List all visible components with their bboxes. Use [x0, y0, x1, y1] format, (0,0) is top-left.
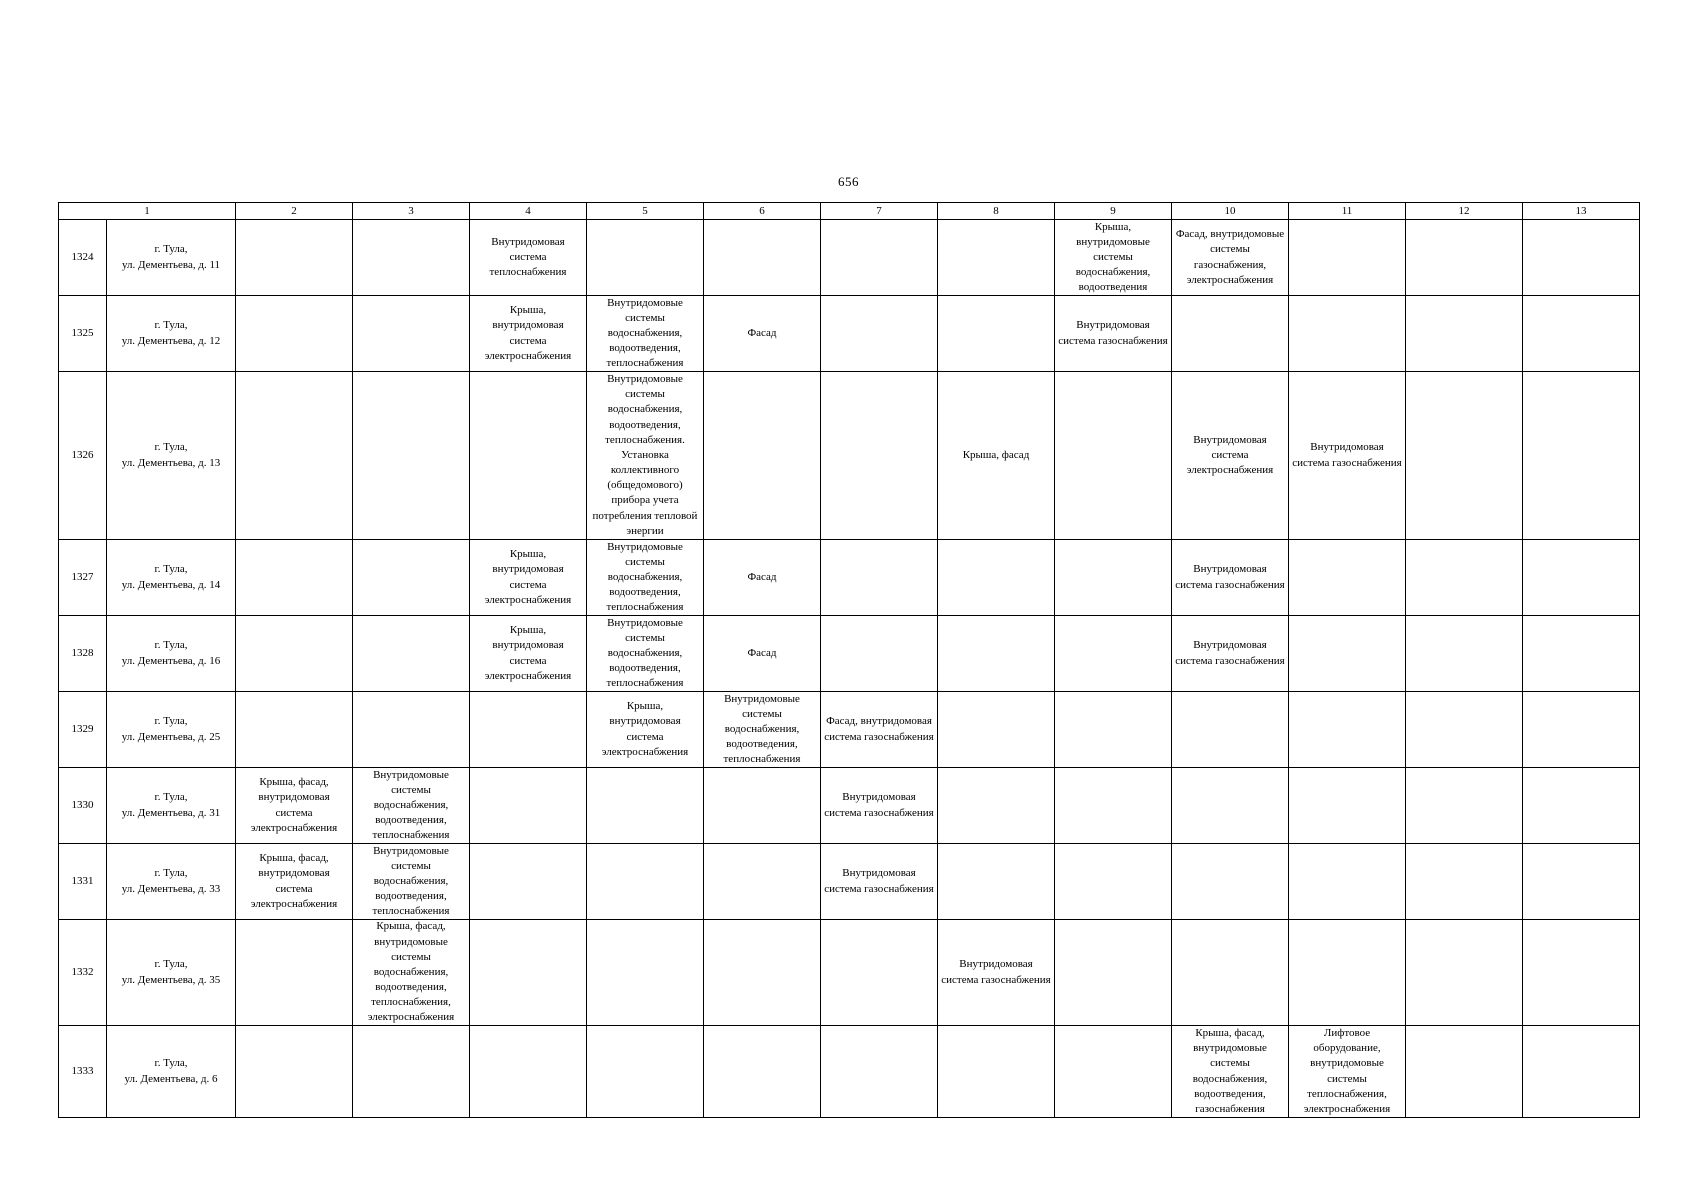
- work-cell: [1406, 768, 1523, 844]
- work-cell: [353, 296, 470, 372]
- work-cell: [938, 844, 1055, 920]
- work-cell: [236, 220, 353, 296]
- address-cell: [107, 540, 236, 616]
- work-cell: [938, 220, 1055, 296]
- work-cell: [1055, 540, 1172, 616]
- address-street: ул. Дементьева, д. 13: [121, 456, 221, 469]
- work-cell: [353, 768, 470, 844]
- address-cell: [107, 296, 236, 372]
- work-cell: [236, 844, 353, 920]
- address-city: г. Тула,: [154, 1057, 188, 1070]
- work-cell: [470, 540, 587, 616]
- work-cell: [704, 540, 821, 616]
- work-cell: [1172, 920, 1289, 1026]
- row-number-cell: [59, 1026, 107, 1118]
- work-cell: [938, 296, 1055, 372]
- work-cell: [470, 372, 587, 540]
- table-row: [59, 372, 1640, 540]
- work-description: Крыша, фасад, внутридомовая система электроснабжения: [250, 776, 338, 834]
- work-description: Крыша, внутридомовые системы водоснабжения, водоотведения: [1075, 220, 1151, 294]
- work-cell: [587, 296, 704, 372]
- work-cell: [470, 616, 587, 692]
- address-street: ул. Дементьева, д. 16: [121, 654, 221, 667]
- work-cell: [938, 920, 1055, 1026]
- work-cell: [470, 692, 587, 768]
- work-cell: [704, 920, 821, 1026]
- work-cell: [1289, 844, 1406, 920]
- work-description: Крыша, фасад, внутридомовая система электроснабжения: [250, 852, 338, 910]
- work-cell: [1523, 616, 1640, 692]
- address-street: ул. Дементьева, д. 25: [121, 730, 221, 743]
- work-description: Фасад: [747, 570, 777, 583]
- work-cell: [587, 540, 704, 616]
- work-cell: [938, 1026, 1055, 1118]
- work-description: Лифтовое оборудование, внутридомовые системы теплоснабжения, электроснабжения: [1303, 1026, 1391, 1115]
- table-row: [59, 920, 1640, 1026]
- work-cell: [587, 616, 704, 692]
- work-cell: [821, 616, 938, 692]
- address-city: г. Тула,: [154, 319, 188, 332]
- work-cell: [353, 540, 470, 616]
- work-description: Внутридомовая система газоснабжения: [1292, 441, 1402, 469]
- table-row: [59, 1026, 1640, 1118]
- work-cell: [587, 220, 704, 296]
- work-cell: [587, 768, 704, 844]
- row-number: 1329: [71, 722, 94, 735]
- row-number-cell: [59, 920, 107, 1026]
- work-cell: [236, 692, 353, 768]
- work-description: Внутридомовые системы водоснабжения, водоотведения, теплоснабжения: [372, 768, 450, 842]
- address-street: ул. Дементьева, д. 12: [121, 334, 221, 347]
- row-number-cell: [59, 616, 107, 692]
- work-cell: [1055, 1026, 1172, 1118]
- column-header: 6: [704, 203, 821, 220]
- work-cell: [1172, 616, 1289, 692]
- work-cell: [1172, 372, 1289, 540]
- work-cell: [704, 844, 821, 920]
- work-cell: [353, 692, 470, 768]
- column-header: 5: [587, 203, 704, 220]
- row-number-cell: [59, 692, 107, 768]
- address-street: ул. Дементьева, д. 14: [121, 578, 221, 591]
- column-header: 10: [1172, 203, 1289, 220]
- address-street: ул. Дементьева, д. 31: [121, 806, 221, 819]
- work-cell: [1055, 296, 1172, 372]
- work-cell: [587, 692, 704, 768]
- work-cell: [1055, 616, 1172, 692]
- address-cell: [107, 1026, 236, 1118]
- capital-repair-schedule-table: [58, 202, 1640, 1118]
- address-cell: [107, 616, 236, 692]
- work-cell: [938, 692, 1055, 768]
- work-cell: [470, 296, 587, 372]
- work-cell: [1406, 540, 1523, 616]
- work-cell: [1523, 1026, 1640, 1118]
- address-cell: [107, 920, 236, 1026]
- work-cell: [236, 616, 353, 692]
- work-description: Внутридомовая система теплоснабжения: [489, 235, 567, 279]
- table-row: [59, 692, 1640, 768]
- work-cell: [587, 372, 704, 540]
- work-cell: [1289, 692, 1406, 768]
- work-cell: [1055, 768, 1172, 844]
- work-cell: [1406, 844, 1523, 920]
- work-cell: [470, 768, 587, 844]
- address-street: ул. Дементьева, д. 11: [121, 258, 221, 271]
- work-description: Внутридомовая система газоснабжения: [824, 791, 934, 819]
- work-cell: [1289, 768, 1406, 844]
- work-cell: [1172, 296, 1289, 372]
- table-row: [59, 844, 1640, 920]
- work-description: Внутридомовая система газоснабжения: [1058, 319, 1168, 347]
- work-cell: [1289, 920, 1406, 1026]
- work-description: Внутридомовая система газоснабжения: [941, 958, 1051, 986]
- work-cell: [353, 844, 470, 920]
- work-cell: [236, 768, 353, 844]
- work-cell: [1523, 220, 1640, 296]
- column-header: 3: [353, 203, 470, 220]
- work-cell: [821, 768, 938, 844]
- column-header: 8: [938, 203, 1055, 220]
- work-cell: [353, 220, 470, 296]
- row-number-cell: [59, 296, 107, 372]
- work-cell: [1172, 1026, 1289, 1118]
- work-description: Внутридомовые системы водоснабжения, водоотведения, теплоснабжения: [723, 692, 801, 766]
- column-header: 4: [470, 203, 587, 220]
- work-cell: [938, 540, 1055, 616]
- work-cell: [1523, 296, 1640, 372]
- work-cell: [1406, 220, 1523, 296]
- address-city: г. Тула,: [154, 791, 188, 804]
- work-description: Фасад: [747, 646, 777, 659]
- work-description: Фасад, внутридомовые системы газоснабжения, электроснабжения: [1175, 228, 1285, 286]
- work-cell: [1523, 844, 1640, 920]
- table-body: [59, 220, 1640, 1118]
- row-number: 1326: [71, 448, 94, 461]
- row-number: 1325: [71, 326, 94, 339]
- work-cell: [1172, 844, 1289, 920]
- row-number: 1331: [71, 874, 94, 887]
- column-header: 11: [1289, 203, 1406, 220]
- work-cell: [938, 616, 1055, 692]
- address-cell: [107, 220, 236, 296]
- table-row: [59, 768, 1640, 844]
- address-cell: [107, 768, 236, 844]
- work-cell: [1055, 692, 1172, 768]
- table-row: [59, 220, 1640, 296]
- work-cell: [470, 844, 587, 920]
- work-description: Внутридомовые системы водоснабжения, водоотведения, теплоснабжения. Установка коллективного (общедомового) прибора учета потребления тепловой энергии: [592, 373, 698, 537]
- work-cell: [1289, 540, 1406, 616]
- work-cell: [1406, 616, 1523, 692]
- work-description: Крыша, фасад, внутридомовые системы водоснабжения, водоотведения, газоснабжения: [1192, 1026, 1268, 1115]
- column-number-header: [59, 203, 1640, 220]
- work-description: Фасад, внутридомовая система газоснабжения: [824, 715, 934, 743]
- column-header: 7: [821, 203, 938, 220]
- row-number-cell: [59, 372, 107, 540]
- address-city: г. Тула,: [154, 715, 188, 728]
- work-cell: [821, 540, 938, 616]
- work-description: Крыша, внутридомовая система электроснабжения: [484, 548, 572, 606]
- work-cell: [821, 920, 938, 1026]
- work-cell: [1289, 220, 1406, 296]
- work-cell: [1523, 540, 1640, 616]
- row-number-cell: [59, 844, 107, 920]
- work-cell: [1523, 372, 1640, 540]
- work-cell: [1523, 768, 1640, 844]
- row-number: 1333: [71, 1064, 94, 1077]
- work-cell: [1055, 920, 1172, 1026]
- work-cell: [821, 844, 938, 920]
- row-number-cell: [59, 768, 107, 844]
- work-cell: [470, 1026, 587, 1118]
- work-cell: [704, 616, 821, 692]
- work-cell: [470, 920, 587, 1026]
- work-cell: [1406, 296, 1523, 372]
- column-header: 2: [236, 203, 353, 220]
- work-description: Внутридомовые системы водоснабжения, водоотведения, теплоснабжения: [606, 540, 684, 614]
- row-number-cell: [59, 220, 107, 296]
- work-description: Крыша, внутридомовая система электроснабжения: [484, 624, 572, 682]
- row-number: 1324: [71, 250, 94, 263]
- work-cell: [938, 372, 1055, 540]
- work-cell: [236, 372, 353, 540]
- row-number-cell: [59, 540, 107, 616]
- work-cell: [1289, 296, 1406, 372]
- work-cell: [470, 220, 587, 296]
- work-description: Фасад: [747, 326, 777, 339]
- work-cell: [587, 1026, 704, 1118]
- address-city: г. Тула,: [154, 243, 188, 256]
- work-cell: [236, 540, 353, 616]
- work-cell: [236, 1026, 353, 1118]
- work-description: Внутридомовые системы водоснабжения, водоотведения, теплоснабжения: [372, 844, 450, 918]
- work-cell: [587, 920, 704, 1026]
- work-cell: [704, 1026, 821, 1118]
- work-cell: [1172, 220, 1289, 296]
- work-cell: [353, 1026, 470, 1118]
- work-description: Крыша, внутридомовая система электроснабжения: [484, 304, 572, 362]
- work-cell: [1289, 616, 1406, 692]
- table-row: [59, 540, 1640, 616]
- work-cell: [1055, 372, 1172, 540]
- work-cell: [704, 372, 821, 540]
- column-header: 12: [1406, 203, 1523, 220]
- address-city: г. Тула,: [154, 958, 188, 971]
- column-header: 9: [1055, 203, 1172, 220]
- work-cell: [1406, 692, 1523, 768]
- work-cell: [353, 920, 470, 1026]
- address-city: г. Тула,: [154, 867, 188, 880]
- column-header: 13: [1523, 203, 1640, 220]
- work-cell: [353, 372, 470, 540]
- work-description: Крыша, внутридомовая система электроснабжения: [601, 700, 689, 758]
- address-city: г. Тула,: [154, 441, 188, 454]
- work-description: Крыша, фасад, внутридомовые системы водоснабжения, водоотведения, теплоснабжения, электроснабжения: [367, 920, 455, 1024]
- work-cell: [1172, 540, 1289, 616]
- table-row: [59, 296, 1640, 372]
- row-number: 1332: [71, 965, 94, 978]
- work-description: Внутридомовые системы водоснабжения, водоотведения, теплоснабжения: [606, 296, 684, 370]
- work-cell: [236, 296, 353, 372]
- table-row: [59, 616, 1640, 692]
- work-cell: [938, 768, 1055, 844]
- work-cell: [1055, 220, 1172, 296]
- address-cell: [107, 844, 236, 920]
- work-cell: [1523, 692, 1640, 768]
- work-cell: [1406, 920, 1523, 1026]
- work-cell: [1289, 1026, 1406, 1118]
- work-cell: [236, 920, 353, 1026]
- work-cell: [1055, 844, 1172, 920]
- work-cell: [704, 296, 821, 372]
- work-cell: [704, 692, 821, 768]
- work-cell: [1406, 372, 1523, 540]
- work-cell: [704, 220, 821, 296]
- address-city: г. Тула,: [154, 639, 188, 652]
- work-cell: [821, 1026, 938, 1118]
- work-cell: [1406, 1026, 1523, 1118]
- work-cell: [821, 296, 938, 372]
- work-cell: [587, 844, 704, 920]
- work-cell: [704, 768, 821, 844]
- address-street: ул. Дементьева, д. 35: [121, 973, 221, 986]
- work-cell: [1289, 372, 1406, 540]
- work-description: Крыша, фасад: [962, 448, 1030, 461]
- address-street: ул. Дементьева, д. 6: [124, 1072, 218, 1085]
- work-description: Внутридомовая система газоснабжения: [1175, 639, 1285, 667]
- address-cell: [107, 372, 236, 540]
- address-cell: [107, 692, 236, 768]
- work-cell: [353, 616, 470, 692]
- address-city: г. Тула,: [154, 563, 188, 576]
- work-cell: [1172, 692, 1289, 768]
- work-description: Внутридомовые системы водоснабжения, водоотведения, теплоснабжения: [606, 616, 684, 690]
- work-description: Внутридомовая система газоснабжения: [1175, 563, 1285, 591]
- header-row: [59, 203, 1640, 220]
- work-cell: [1523, 920, 1640, 1026]
- page-number: 656: [838, 174, 859, 189]
- work-cell: [821, 692, 938, 768]
- work-description: Внутридомовая система электроснабжения: [1186, 433, 1274, 477]
- work-cell: [821, 220, 938, 296]
- row-number: 1328: [71, 646, 94, 659]
- row-number: 1330: [71, 798, 94, 811]
- work-cell: [821, 372, 938, 540]
- work-description: Внутридомовая система газоснабжения: [824, 867, 934, 895]
- row-number: 1327: [71, 570, 94, 583]
- column-header: 1: [59, 203, 236, 220]
- work-cell: [1172, 768, 1289, 844]
- address-street: ул. Дементьева, д. 33: [121, 882, 221, 895]
